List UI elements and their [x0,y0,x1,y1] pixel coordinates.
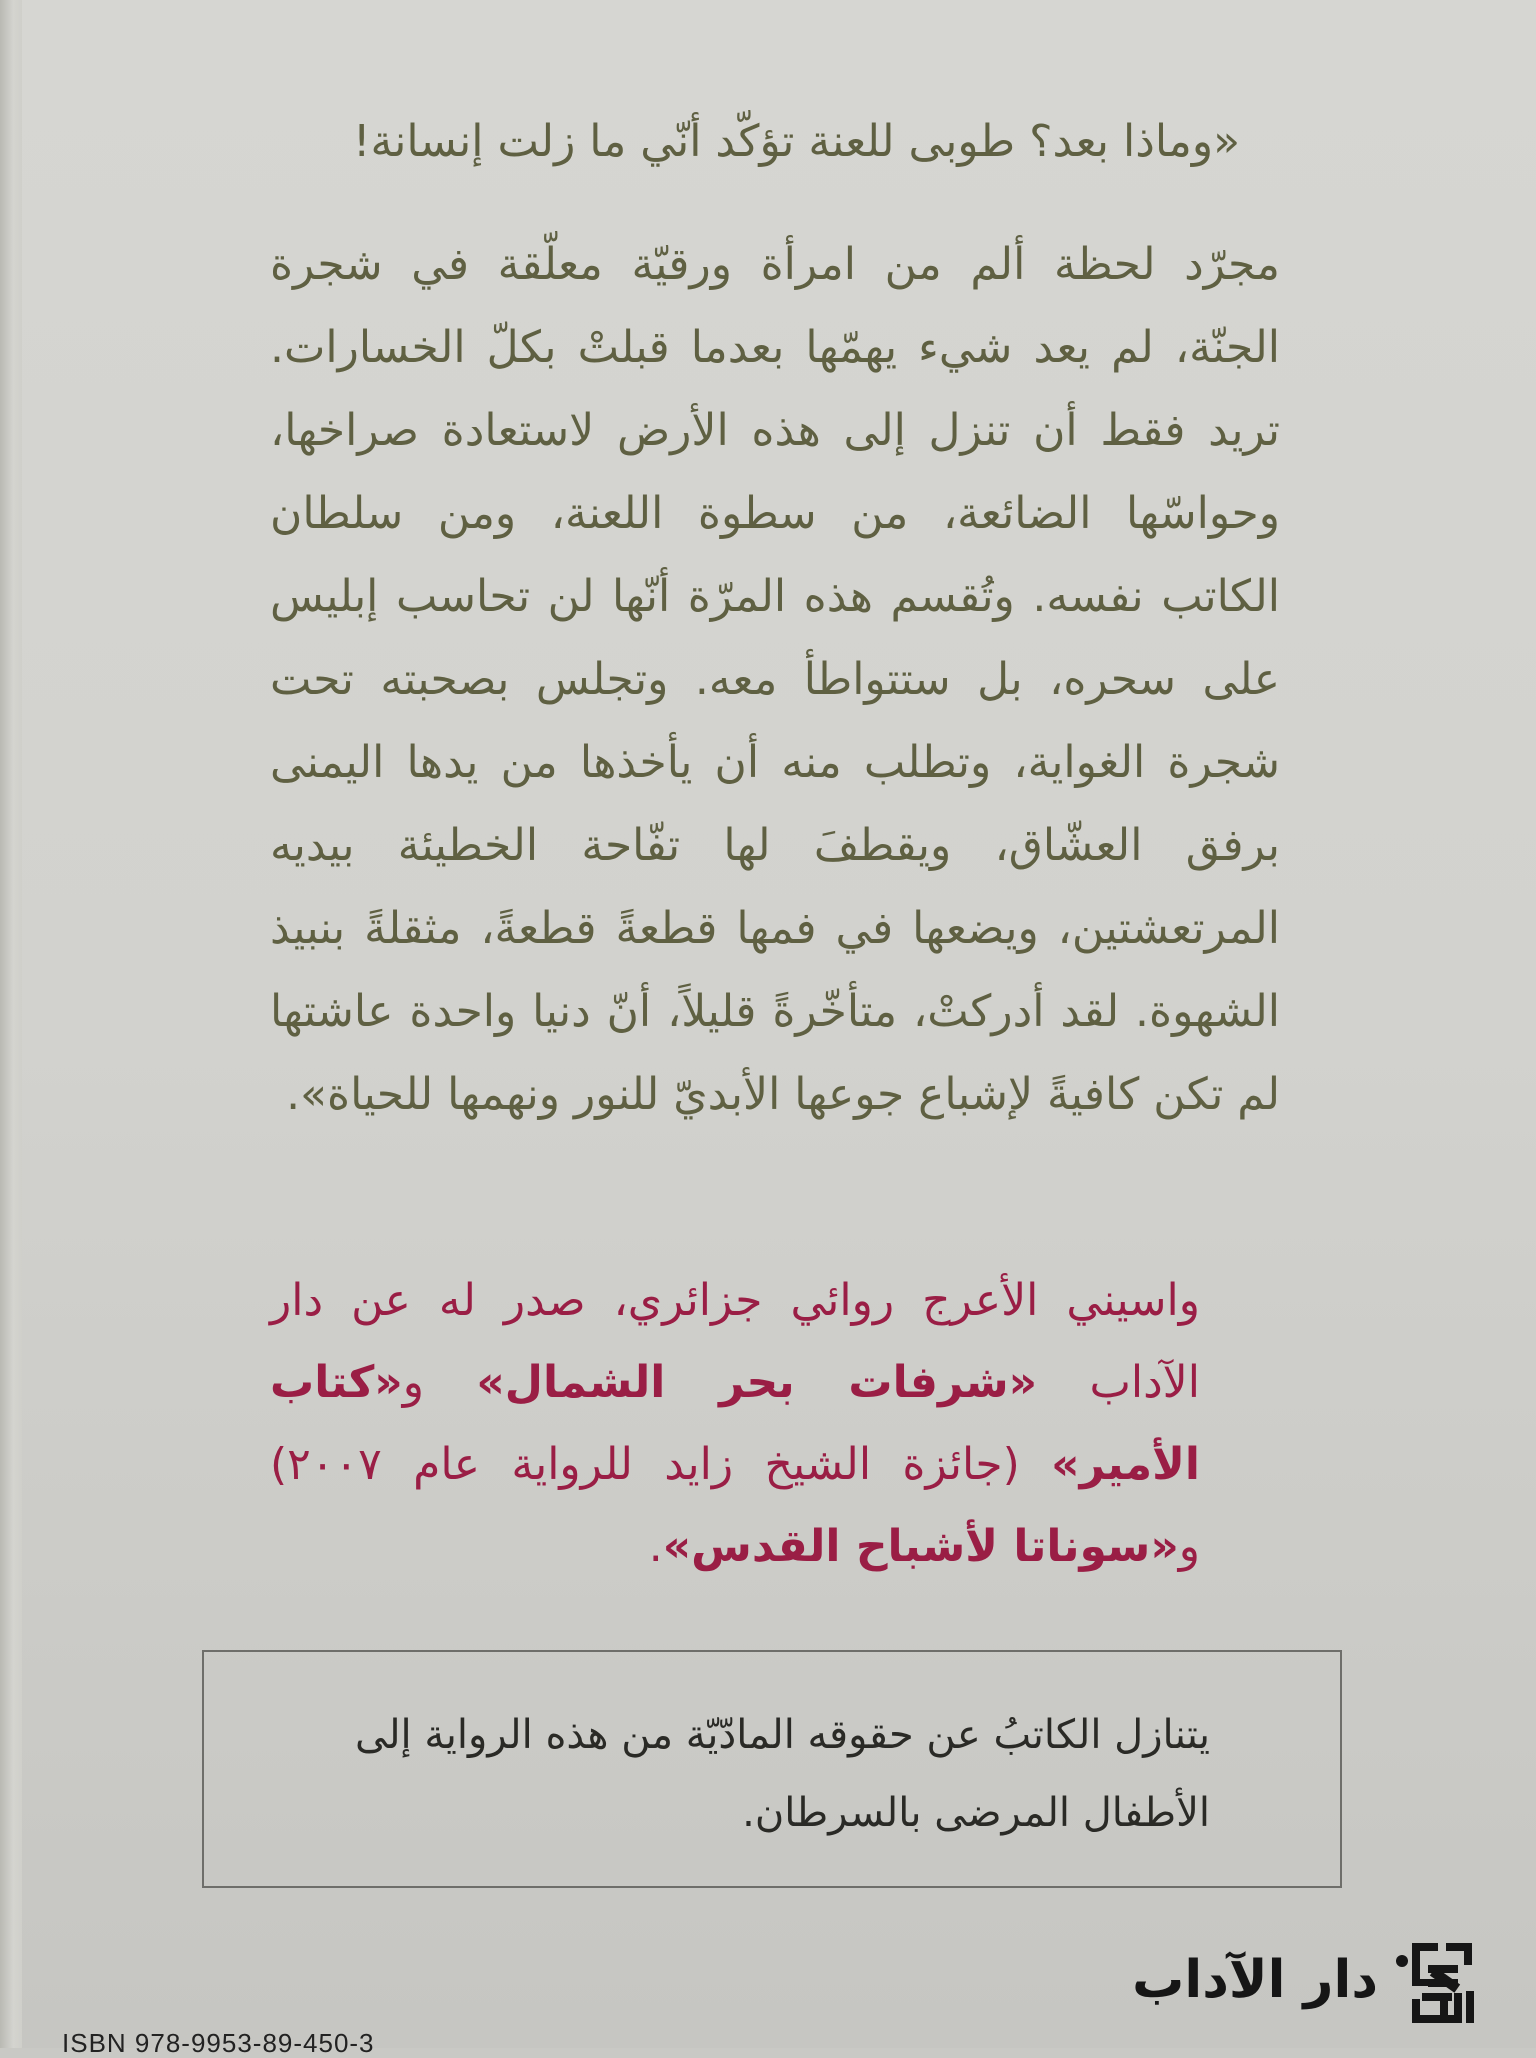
quote-opening-line: «وماذا بعد؟ طوبى للعنة تؤكّد أنّي ما زلت إنسانة! [352,116,1240,167]
author-bio-paragraph [270,1260,1280,1588]
author-bio-conjunction: و [402,1357,477,1408]
rights-notice-text: يتنازل الكاتبُ عن حقوقه المادّيّة من هذه الرواية إلى الأطفال المرضى بالسرطان. [355,1712,1210,1836]
publisher-mark [1132,1935,1476,2025]
dar-al-adab-logo-icon [1396,1935,1476,2025]
book-spine-edge [0,0,22,2048]
book-title-shurufat: «شرفات بحر الشمال» [476,1357,1038,1408]
author-bio [270,1260,1280,1588]
author-bio-intro: واسيني الأعرج روائي جزائري، صدر له عن دار الآداب [270,1275,1201,1408]
rights-notice-box [202,1650,1342,1888]
book-title-kitab-al-amir: «كتاب الأمير» [270,1357,1200,1490]
quote-paragraph: مجرّد لحظة ألم من امرأة ورقيّة معلّقة في شجرة الجنّة، لم يعد شيء يهمّها بعدما قبلتْ بكلّ الخسارات. تريد فقط أن تنزل إلى هذه الأرض لاستعادة صراخها، وحواسّها الضائعة، من سطوة اللعنة، ومن سلطان الكاتب نفسه. وتُقسم هذه المرّة أنّها لن تحاسب إبليس على سحره، بل ستتواطأ معه. وتجلس بصحبته تحت شجرة الغواية، وتطلب منه أن يأخذها من يدها اليمنى برفق العشّاق، ويقطفَ لها تفّاحة الخطيئة بيديه المرتعشتين، ويضعها في فمها قطعةً قطعةً، مثقلةً بنبيذ الشهوة. لقد أدركتْ، متأخّرةً قليلاً، أنّ دنيا واحدة عاشتها لم تكن كافيةً لإشباع جوعها الأبديّ للنور ونهمها للحياة». [270,239,1280,1120]
publisher-name: دار الآداب [1132,1950,1378,2010]
book-title-sonata: «سوناتا لأشباح القدس» [662,1521,1179,1572]
isbn-text: ISBN 978-9953-89-450-3 [62,2028,375,2058]
author-bio-award: (جائزة الشيخ زايد للرواية عام ٢٠٠٧) و [270,1439,1200,1572]
author-bio-end: . [648,1521,663,1572]
quote-block [270,100,1280,1136]
